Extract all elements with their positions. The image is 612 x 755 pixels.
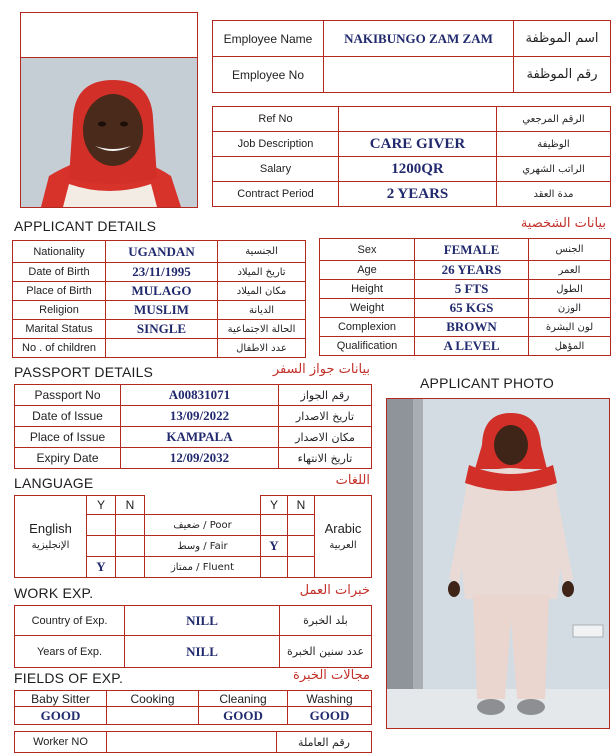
job-table [212,106,610,206]
arabic-label-ar: العربية [329,539,357,551]
religion-label-ar: الديانة [218,301,306,320]
qualification-label: Qualification [320,337,415,356]
english-fair-yes [87,536,116,557]
arabic-poor-no [288,515,315,536]
contract-period-label: Contract Period [213,182,339,207]
place-of-birth-label: Place of Birth [13,282,106,301]
fields-exp-table [14,690,371,724]
marital-status-value: SINGLE [106,320,218,339]
fields-exp-title-ar: مجالات الخبرة [293,668,370,683]
headshot-frame [20,12,198,208]
work-exp-title: WORK EXP. [14,585,94,601]
work-exp-table [14,605,371,667]
level-fair-label: Fair / وسط [145,536,261,557]
baby-sitter-label: Baby Sitter [15,691,107,707]
applicant-right-table [319,238,610,356]
language-table [14,495,371,577]
job-description-label-ar: الوظيفة [497,132,611,157]
arabic-fair-yes: Y [261,536,288,557]
religion-label: Religion [13,301,106,320]
salary-label-ar: الراتب الشهري [497,157,611,182]
passport-details-title: PASSPORT DETAILS [14,364,154,380]
passport-no-label-ar: رقم الجواز [279,385,372,406]
english-poor-yes [87,515,116,536]
age-label-ar: العمر [529,261,611,280]
salary-value: 1200QR [339,157,497,182]
worker-no-table [14,731,371,752]
english-label: English [29,520,72,536]
sex-label-ar: الجنس [529,239,611,261]
date-of-issue-label: Date of Issue [15,406,121,427]
english-fluent-no [116,557,145,578]
nationality-label: Nationality [13,241,106,263]
country-of-exp-label: Country of Exp. [15,606,125,636]
arabic-yes-header: Y [261,496,288,515]
place-of-birth-label-ar: مكان الميلاد [218,282,306,301]
cooking-value [107,707,199,725]
employee-no-label: Employee No [213,57,324,93]
ref-no-label: Ref No [213,107,339,132]
cleaning-value: GOOD [199,707,288,725]
qualification-value: A LEVEL [415,337,529,356]
level-poor-label: Poor / ضعيف [145,515,261,536]
religion-value: MUSLIM [106,301,218,320]
fields-exp-title: FIELDS OF EXP. [14,670,124,686]
applicant-details-title: APPLICANT DETAILS [14,218,157,234]
country-of-exp-value: NILL [125,606,280,636]
employee-no-label-ar: رقم الموظفة [514,57,611,93]
salary-label: Salary [213,157,339,182]
washing-value: GOOD [288,707,372,725]
english-poor-no [116,515,145,536]
height-label-ar: الطول [529,280,611,299]
washing-label: Washing [288,691,372,707]
arabic-no-header: N [288,496,315,515]
years-of-exp-label-ar: عدد سنين الخبرة [280,636,372,668]
passport-no-label: Passport No [15,385,121,406]
complexion-value: BROWN [415,318,529,337]
marital-status-label-ar: الحالة الاجتماعية [218,320,306,339]
employee-no-value [324,57,514,93]
job-description-value: CARE GIVER [339,132,497,157]
sex-value: FEMALE [415,239,529,261]
worker-no-value [107,732,277,753]
children-label: No . of children [13,339,106,358]
level-fluent-label: Fluent / ممتاز [145,557,261,578]
children-value [106,339,218,358]
years-of-exp-label: Years of Exp. [15,636,125,668]
employee-name-label-ar: اسم الموظفة [514,21,611,57]
english-fluent-yes: Y [87,557,116,578]
nationality-value: UGANDAN [106,241,218,263]
nationality-label-ar: الجنسية [218,241,306,263]
age-label: Age [320,261,415,280]
height-label: Height [320,280,415,299]
arabic-poor-yes [261,515,288,536]
headshot-blank-top [21,13,197,58]
passport-no-value: A00831071 [121,385,279,406]
language-title-ar: اللغات [335,473,370,488]
date-of-issue-label-ar: تاريخ الاصدار [279,406,372,427]
arabic-fluent-no [288,557,315,578]
cleaning-label: Cleaning [199,691,288,707]
place-of-birth-value: MULAGO [106,282,218,301]
applicant-left-table [12,240,305,358]
dob-value: 23/11/1995 [106,263,218,282]
employee-header-table [212,20,610,92]
english-cell [15,496,87,578]
expiry-date-label-ar: تاريخ الانتهاء [279,448,372,469]
baby-sitter-value: GOOD [15,707,107,725]
qualification-label-ar: المؤهل [529,337,611,356]
contract-period-label-ar: مدة العقد [497,182,611,207]
years-of-exp-value: NILL [125,636,280,668]
expiry-date-label: Expiry Date [15,448,121,469]
applicant-photo-title: APPLICANT PHOTO [420,375,554,391]
english-label-ar: الإنجليزية [31,539,70,551]
passport-details-title-ar: بيانات جواز السفر [272,362,370,377]
worker-no-label-ar: رقم العاملة [277,732,372,753]
complexion-label-ar: لون البشرة [529,318,611,337]
headshot-photo [21,58,197,207]
weight-label-ar: الوزن [529,299,611,318]
arabic-fluent-yes [261,557,288,578]
contract-period-value: 2 YEARS [339,182,497,207]
english-yes-header: Y [87,496,116,515]
english-fair-no [116,536,145,557]
job-description-label: Job Description [213,132,339,157]
country-of-exp-label-ar: بلد الخبرة [280,606,372,636]
applicant-details-title-ar: بيانات الشخصية [520,216,606,231]
dob-label-ar: تاريخ الميلاد [218,263,306,282]
ref-no-value [339,107,497,132]
place-of-issue-value: KAMPALA [121,427,279,448]
weight-value: 65 KGS [415,299,529,318]
passport-table [14,384,371,468]
age-value: 26 YEARS [415,261,529,280]
employee-name-value: NAKIBUNGO ZAM ZAM [324,21,514,57]
arabic-label: Arabic [324,520,362,536]
applicant-full-photo [386,398,610,729]
dob-label: Date of Birth [13,263,106,282]
level-header-blank [145,496,261,515]
complexion-label: Complexion [320,318,415,337]
sex-label: Sex [320,239,415,261]
arabic-fair-no [288,536,315,557]
height-value: 5 FTS [415,280,529,299]
ref-no-label-ar: الرقم المرجعي [497,107,611,132]
place-of-issue-label: Place of Issue [15,427,121,448]
language-title: LANGUAGE [14,475,94,491]
date-of-issue-value: 13/09/2022 [121,406,279,427]
place-of-issue-label-ar: مكان الاصدار [279,427,372,448]
work-exp-title-ar: خبرات العمل [299,583,370,598]
arabic-cell [315,496,372,578]
children-label-ar: عدد الاطفال [218,339,306,358]
marital-status-label: Marital Status [13,320,106,339]
english-no-header: N [116,496,145,515]
cooking-label: Cooking [107,691,199,707]
employee-name-label: Employee Name [213,21,324,57]
weight-label: Weight [320,299,415,318]
worker-no-label: Worker NO [15,732,107,753]
expiry-date-value: 12/09/2032 [121,448,279,469]
